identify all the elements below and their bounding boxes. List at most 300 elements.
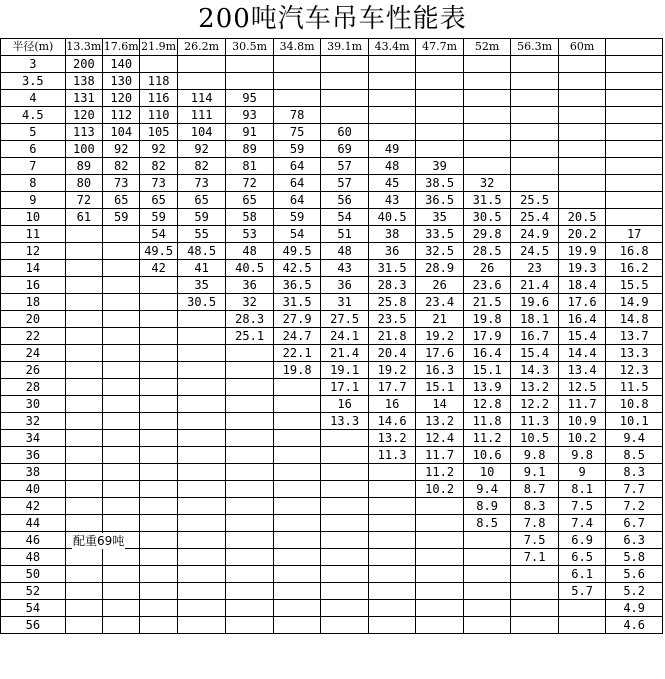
load-cell: 15.4 (558, 328, 606, 345)
load-cell: 116 (140, 90, 177, 107)
load-cell: 59 (273, 141, 321, 158)
load-cell (416, 73, 464, 90)
load-cell (140, 430, 177, 447)
load-cell: 59 (177, 209, 226, 226)
header-boom-length: 26.2m (177, 39, 226, 56)
load-cell (511, 566, 559, 583)
load-cell: 8.7 (511, 481, 559, 498)
load-cell (103, 345, 140, 362)
table-row (1, 617, 663, 634)
load-cell (103, 549, 140, 566)
header-boom-length: 47.7m (416, 39, 464, 56)
load-cell (103, 447, 140, 464)
load-cell (103, 396, 140, 413)
load-cell: 56 (321, 192, 369, 209)
load-cell (416, 498, 464, 515)
load-cell (511, 600, 559, 617)
load-cell (273, 498, 321, 515)
load-cell (273, 447, 321, 464)
load-cell: 19.8 (463, 311, 511, 328)
header-boom-length: 39.1m (321, 39, 369, 56)
load-cell: 38 (368, 226, 416, 243)
load-cell: 48.5 (177, 243, 226, 260)
load-cell: 21 (416, 311, 464, 328)
load-cell (177, 498, 226, 515)
load-cell: 22.1 (273, 345, 321, 362)
load-cell (103, 226, 140, 243)
load-cell (558, 90, 606, 107)
load-cell: 120 (103, 90, 140, 107)
load-cell: 10.9 (558, 413, 606, 430)
radius-cell: 14 (1, 260, 66, 277)
load-cell (321, 90, 369, 107)
load-cell (177, 56, 226, 73)
load-cell: 13.2 (511, 379, 559, 396)
load-cell: 17.1 (321, 379, 369, 396)
load-cell: 16.2 (606, 260, 663, 277)
load-cell: 40.5 (368, 209, 416, 226)
table-row (1, 294, 663, 311)
load-cell (177, 532, 226, 549)
load-cell (226, 498, 274, 515)
load-cell (368, 600, 416, 617)
load-cell: 65 (177, 192, 226, 209)
load-cell (65, 396, 102, 413)
load-cell: 55 (177, 226, 226, 243)
load-cell: 36 (226, 277, 274, 294)
load-cell (140, 498, 177, 515)
load-cell: 59 (140, 209, 177, 226)
load-cell (321, 549, 369, 566)
load-cell (177, 515, 226, 532)
load-cell (177, 549, 226, 566)
load-cell: 28.5 (463, 243, 511, 260)
load-cell (416, 566, 464, 583)
load-cell (321, 600, 369, 617)
load-cell: 49 (368, 141, 416, 158)
table-row (1, 243, 663, 260)
load-cell: 200 (65, 56, 102, 73)
load-cell (321, 464, 369, 481)
load-cell (321, 532, 369, 549)
radius-cell: 20 (1, 311, 66, 328)
load-cell: 31.5 (463, 192, 511, 209)
load-cell: 36.5 (273, 277, 321, 294)
load-cell (273, 73, 321, 90)
load-cell (463, 600, 511, 617)
load-cell: 73 (103, 175, 140, 192)
load-cell (103, 379, 140, 396)
load-cell (226, 396, 274, 413)
load-cell: 48 (321, 243, 369, 260)
load-cell (140, 464, 177, 481)
radius-cell: 26 (1, 362, 66, 379)
load-cell: 9.8 (558, 447, 606, 464)
load-cell: 42 (140, 260, 177, 277)
load-cell (321, 481, 369, 498)
table-row (1, 260, 663, 277)
load-cell (321, 73, 369, 90)
load-cell: 54 (140, 226, 177, 243)
load-cell: 18.1 (511, 311, 559, 328)
table-row (1, 56, 663, 73)
load-cell: 45 (368, 175, 416, 192)
load-cell (226, 345, 274, 362)
radius-cell: 52 (1, 583, 66, 600)
load-cell: 12.2 (511, 396, 559, 413)
load-cell: 11.3 (511, 413, 559, 430)
load-cell: 57 (321, 158, 369, 175)
load-cell: 13.9 (463, 379, 511, 396)
load-cell (511, 617, 559, 634)
load-cell (65, 311, 102, 328)
load-cell (65, 430, 102, 447)
load-cell (140, 583, 177, 600)
load-cell (103, 362, 140, 379)
load-cell: 39 (416, 158, 464, 175)
radius-cell: 28 (1, 379, 66, 396)
load-cell: 31 (321, 294, 369, 311)
load-cell: 49.5 (140, 243, 177, 260)
load-cell: 4.6 (606, 617, 663, 634)
load-cell: 16.4 (463, 345, 511, 362)
load-cell (140, 379, 177, 396)
load-cell (65, 379, 102, 396)
load-cell: 113 (65, 124, 102, 141)
load-cell: 53 (226, 226, 274, 243)
load-cell: 81 (226, 158, 274, 175)
load-cell: 20.4 (368, 345, 416, 362)
load-cell (273, 90, 321, 107)
load-cell (463, 583, 511, 600)
load-cell: 7.5 (511, 532, 559, 549)
load-cell: 16 (321, 396, 369, 413)
load-cell: 60 (321, 124, 369, 141)
table-row (1, 413, 663, 430)
load-cell: 92 (177, 141, 226, 158)
load-cell (177, 345, 226, 362)
load-cell (103, 515, 140, 532)
load-cell: 6.3 (606, 532, 663, 549)
header-boom-length: 52m (463, 39, 511, 56)
load-cell (273, 515, 321, 532)
load-cell (226, 430, 274, 447)
radius-cell: 38 (1, 464, 66, 481)
counterweight-note: 配重69吨 (73, 534, 125, 548)
load-cell (511, 107, 559, 124)
table-row (1, 396, 663, 413)
load-cell: 11.5 (606, 379, 663, 396)
load-cell: 13.4 (558, 362, 606, 379)
load-cell: 36.5 (416, 192, 464, 209)
load-cell (226, 56, 274, 73)
load-cell (606, 158, 663, 175)
radius-cell: 8 (1, 175, 66, 192)
load-cell: 10.5 (511, 430, 559, 447)
load-cell: 32 (226, 294, 274, 311)
table-row (1, 209, 663, 226)
load-cell (226, 481, 274, 498)
load-cell (558, 141, 606, 158)
load-cell (103, 311, 140, 328)
load-cell: 24.5 (511, 243, 559, 260)
load-cell: 26 (416, 277, 464, 294)
load-cell (463, 56, 511, 73)
load-cell (65, 464, 102, 481)
load-cell: 9.4 (606, 430, 663, 447)
radius-cell: 36 (1, 447, 66, 464)
load-cell: 13.7 (606, 328, 663, 345)
load-cell (226, 600, 274, 617)
load-cell (463, 107, 511, 124)
load-cell (226, 515, 274, 532)
load-cell: 138 (65, 73, 102, 90)
load-cell: 13.3 (606, 345, 663, 362)
load-cell: 73 (177, 175, 226, 192)
load-cell: 104 (177, 124, 226, 141)
load-cell: 43 (321, 260, 369, 277)
load-cell (65, 515, 102, 532)
load-cell (226, 447, 274, 464)
load-cell: 112 (103, 107, 140, 124)
load-cell (416, 583, 464, 600)
load-cell: 7.7 (606, 481, 663, 498)
table-row (1, 566, 663, 583)
load-cell: 6.9 (558, 532, 606, 549)
table-row (1, 600, 663, 617)
load-cell: 69 (321, 141, 369, 158)
load-cell (140, 311, 177, 328)
load-cell: 15.1 (463, 362, 511, 379)
radius-cell: 9 (1, 192, 66, 209)
load-cell (511, 141, 559, 158)
table-row (1, 464, 663, 481)
header-boom-length: 21.9m (140, 39, 177, 56)
load-cell: 16.3 (416, 362, 464, 379)
load-cell (606, 209, 663, 226)
load-cell (177, 379, 226, 396)
load-cell (368, 617, 416, 634)
radius-cell: 50 (1, 566, 66, 583)
load-cell (606, 56, 663, 73)
load-cell: 35 (177, 277, 226, 294)
load-cell (177, 430, 226, 447)
load-cell (226, 532, 274, 549)
load-cell: 21.4 (321, 345, 369, 362)
load-cell: 27.9 (273, 311, 321, 328)
header-boom-length: 56.3m (511, 39, 559, 56)
load-cell (140, 481, 177, 498)
load-cell (416, 141, 464, 158)
table-row (1, 549, 663, 566)
load-cell (226, 464, 274, 481)
load-cell (65, 549, 102, 566)
load-cell: 6.1 (558, 566, 606, 583)
load-cell: 111 (177, 107, 226, 124)
load-cell: 9.1 (511, 464, 559, 481)
load-cell (606, 141, 663, 158)
load-cell (103, 430, 140, 447)
load-cell (177, 311, 226, 328)
load-cell: 118 (140, 73, 177, 90)
load-cell (416, 107, 464, 124)
load-cell (558, 158, 606, 175)
load-cell: 23 (511, 260, 559, 277)
load-cell (65, 277, 102, 294)
load-cell (463, 124, 511, 141)
table-row (1, 328, 663, 345)
load-cell: 16 (368, 396, 416, 413)
load-cell: 64 (273, 175, 321, 192)
radius-cell: 42 (1, 498, 66, 515)
load-cell (511, 90, 559, 107)
load-cell: 54 (273, 226, 321, 243)
radius-cell: 40 (1, 481, 66, 498)
load-cell: 25.5 (511, 192, 559, 209)
load-cell: 29.8 (463, 226, 511, 243)
load-cell (65, 617, 102, 634)
load-cell: 32 (463, 175, 511, 192)
load-cell: 65 (103, 192, 140, 209)
load-cell (606, 107, 663, 124)
load-cell (273, 600, 321, 617)
load-cell (368, 464, 416, 481)
load-cell (65, 226, 102, 243)
load-cell (511, 124, 559, 141)
load-cell (558, 56, 606, 73)
load-cell: 5.2 (606, 583, 663, 600)
load-cell (606, 73, 663, 90)
load-cell (103, 600, 140, 617)
load-cell: 13.2 (368, 430, 416, 447)
load-cell (65, 328, 102, 345)
load-cell (368, 532, 416, 549)
load-cell (65, 294, 102, 311)
load-cell: 7.2 (606, 498, 663, 515)
header-radius: 半径(m) (1, 39, 66, 56)
load-cell (463, 549, 511, 566)
load-cell: 36 (368, 243, 416, 260)
load-cell (368, 566, 416, 583)
load-cell: 114 (177, 90, 226, 107)
load-cell (511, 158, 559, 175)
radius-cell: 32 (1, 413, 66, 430)
radius-cell: 54 (1, 600, 66, 617)
radius-cell: 46 (1, 532, 66, 549)
load-cell (177, 73, 226, 90)
load-cell: 14.6 (368, 413, 416, 430)
load-cell (226, 583, 274, 600)
load-cell: 75 (273, 124, 321, 141)
load-cell: 25.8 (368, 294, 416, 311)
load-cell: 32.5 (416, 243, 464, 260)
load-cell: 48 (226, 243, 274, 260)
load-cell: 35 (416, 209, 464, 226)
load-cell: 110 (140, 107, 177, 124)
load-cell (558, 73, 606, 90)
load-cell (177, 464, 226, 481)
load-cell (65, 583, 102, 600)
load-cell (368, 107, 416, 124)
load-cell: 12.3 (606, 362, 663, 379)
load-cell: 33.5 (416, 226, 464, 243)
header-spacer (606, 39, 663, 56)
load-cell: 9.4 (463, 481, 511, 498)
load-cell: 17.9 (463, 328, 511, 345)
load-cell (558, 107, 606, 124)
header-row (1, 39, 663, 56)
load-cell (65, 566, 102, 583)
load-cell: 25.1 (226, 328, 274, 345)
load-cell (177, 328, 226, 345)
load-cell: 8.3 (511, 498, 559, 515)
radius-cell: 44 (1, 515, 66, 532)
load-cell (321, 566, 369, 583)
load-cell: 17 (606, 226, 663, 243)
load-cell (140, 447, 177, 464)
load-cell: 16.7 (511, 328, 559, 345)
table-row (1, 583, 663, 600)
load-cell (177, 600, 226, 617)
load-cell (558, 175, 606, 192)
radius-cell: 24 (1, 345, 66, 362)
load-cell: 8.1 (558, 481, 606, 498)
load-cell: 28.3 (226, 311, 274, 328)
load-cell (558, 124, 606, 141)
load-cell (416, 549, 464, 566)
load-cell: 6.5 (558, 549, 606, 566)
radius-cell: 6 (1, 141, 66, 158)
load-cell: 19.6 (511, 294, 559, 311)
load-cell: 14.9 (606, 294, 663, 311)
load-cell: 89 (226, 141, 274, 158)
load-cell (511, 56, 559, 73)
load-cell (226, 379, 274, 396)
load-cell: 24.9 (511, 226, 559, 243)
radius-cell: 7 (1, 158, 66, 175)
load-cell (65, 362, 102, 379)
load-cell (321, 498, 369, 515)
load-cell: 89 (65, 158, 102, 175)
radius-cell: 10 (1, 209, 66, 226)
load-cell: 7.8 (511, 515, 559, 532)
load-cell (606, 175, 663, 192)
load-cell: 19.3 (558, 260, 606, 277)
load-cell (65, 413, 102, 430)
load-cell (273, 430, 321, 447)
load-cell (511, 175, 559, 192)
load-cell (65, 260, 102, 277)
load-cell: 38.5 (416, 175, 464, 192)
load-cell: 9 (558, 464, 606, 481)
load-cell: 15.4 (511, 345, 559, 362)
load-cell: 16.8 (606, 243, 663, 260)
load-cell: 49.5 (273, 243, 321, 260)
radius-cell: 48 (1, 549, 66, 566)
load-cell: 10.2 (558, 430, 606, 447)
load-cell: 40.5 (226, 260, 274, 277)
table-row (1, 481, 663, 498)
header-boom-length: 60m (558, 39, 606, 56)
load-cell (606, 90, 663, 107)
load-cell (140, 549, 177, 566)
load-cell: 73 (140, 175, 177, 192)
load-cell (177, 447, 226, 464)
load-cell: 12.4 (416, 430, 464, 447)
load-cell: 11.7 (558, 396, 606, 413)
load-cell (273, 481, 321, 498)
load-cell: 20.5 (558, 209, 606, 226)
